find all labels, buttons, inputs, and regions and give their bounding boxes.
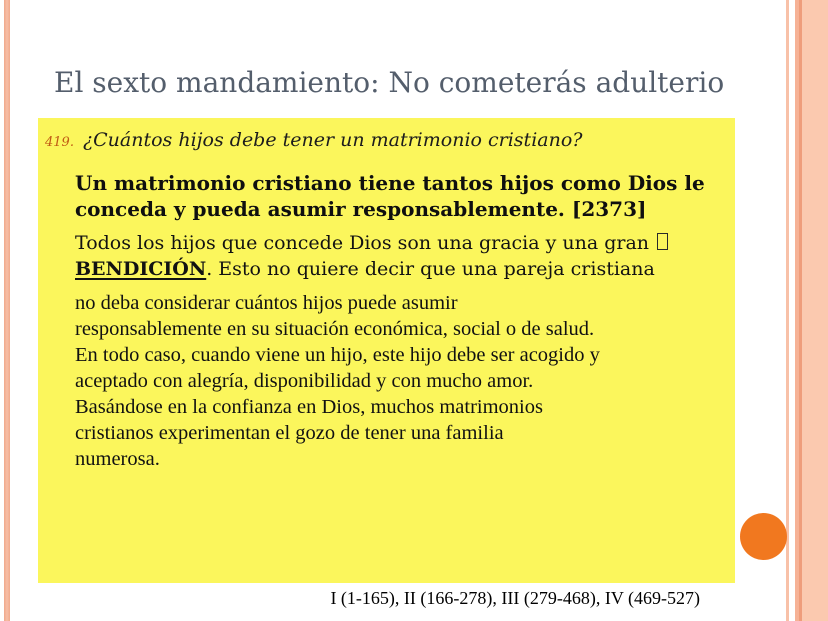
content-panel	[38, 118, 735, 583]
footer-reference: I (1-165), II (166-278), III (279-468), IV (469-527)	[330, 588, 700, 608]
right-accent-band	[802, 0, 828, 621]
body-line: aceptado con alegría, disponibilidad y con mucho amor.	[75, 370, 534, 392]
question-text: ¿Cuántos hijos debe tener un matrimonio cristiano?	[82, 129, 583, 151]
question-number: 419.	[45, 135, 74, 150]
missing-glyph-box	[657, 233, 668, 250]
body-line: En todo caso, cuando viene un hijo, este hijo debe ser acogido y	[75, 344, 600, 366]
slide-title: El sexto mandamiento: No cometerás adulterio	[54, 66, 725, 99]
right-accent-stripe-thin	[786, 0, 789, 621]
answer-paragraph	[75, 170, 705, 222]
decorative-circle	[740, 513, 787, 560]
body-line: numerosa.	[75, 448, 160, 470]
body-intro-text: Todos los hijos que concede Dios son una gracia y una gran	[75, 232, 650, 254]
body-line: responsablemente en su situación económica, social o de salud.	[75, 318, 595, 340]
question-line	[45, 129, 582, 151]
bendicion-highlight: BENDICIÓN	[75, 258, 207, 280]
answer-line-2: conceda y pueda asumir responsablemente. [2373]	[75, 197, 647, 221]
body-line: cristianos experimentan el gozo de tener una familia	[75, 422, 504, 444]
body-line	[75, 256, 668, 282]
body-after-highlight-text: . Esto no quiere decir que una pareja cristiana	[206, 258, 655, 280]
left-accent-stripe	[4, 0, 10, 621]
body-line: no deba considerar cuántos hijos puede asumir	[75, 292, 458, 314]
body-line	[75, 230, 668, 256]
answer-line-1: Un matrimonio cristiano tiene tantos hijos como Dios le	[75, 171, 705, 195]
body-paragraph-rest	[75, 290, 600, 472]
body-paragraph-lead	[75, 230, 668, 282]
body-line: Basándose en la confianza en Dios, muchos matrimonios	[75, 396, 543, 418]
